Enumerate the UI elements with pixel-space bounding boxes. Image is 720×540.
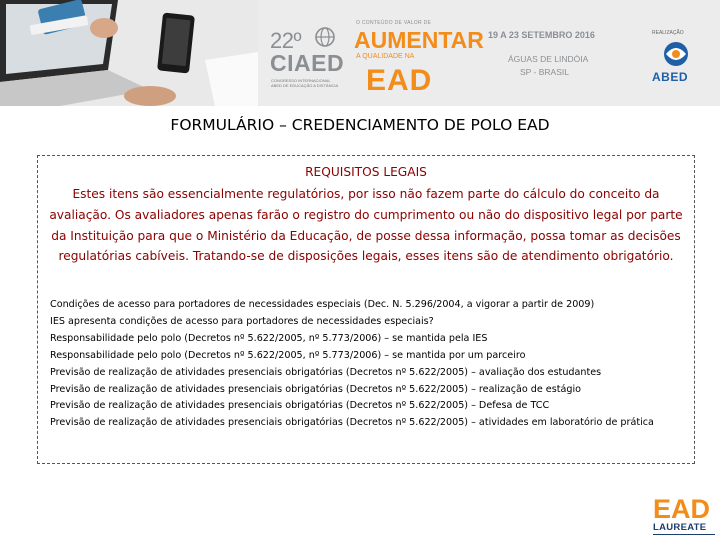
theme-tagline: O CONTEÚDO DE VALOR DE (356, 20, 432, 26)
list-item: Condições de acesso para portadores de necessidades especiais (Dec. N. 5.296/2004, a vigorar a partir de 2009) (50, 299, 595, 310)
event-info (488, 30, 618, 77)
event-banner (0, 0, 720, 106)
event-location-city: ÁGUAS DE LINDÓIA (508, 54, 589, 64)
list-item: Responsabilidade pelo polo (Decretos nº 5.622/2005, nº 5.773/2006) – se mantida pela IES (50, 332, 488, 344)
theme-qualidade: A QUALIDADE NA (356, 53, 415, 60)
requisitos-description: Estes itens são essencialmente regulatórios, por isso não fazem parte do cálculo do conceito da avaliação. Os avaliadores apenas farão o registro do cumprimento ou não do dispositivo legal por parte da Instituição para que o Ministério da Educação, de posse dessa informação, possa tomar as decisões regulatórias cabíveis. Tratando-se de disposições legais, esses itens são de atendimento obrigatório. (49, 187, 683, 264)
requisitos-heading: REQUISITOS LEGAIS (305, 165, 427, 179)
theme-ead: EAD (366, 64, 433, 97)
ciaed-logo (270, 26, 345, 98)
requisitos-list (50, 297, 690, 432)
list-item: Previsão de realização de atividades presenciais obrigatórias (Decretos nº 5.622/2005) – Defesa de TCC (50, 400, 550, 412)
theme-aumentar: AUMENTAR (354, 27, 484, 53)
list-item: Responsabilidade pelo polo (Decretos nº 5.622/2005, nº 5.773/2006) – se mantida por um parceiro (50, 349, 526, 361)
list-item: IES apresenta condições de acesso para portadores de necessidades especiais? (50, 315, 434, 327)
list-item: Previsão de realização de atividades presenciais obrigatórias (Decretos nº 5.622/2005) – realização de estágio (50, 383, 581, 395)
list-item: Previsão de realização de atividades presenciais obrigatórias (Decretos nº 5.622/2005) – avaliação dos estudantes (50, 366, 602, 378)
ciaed-name: CIAED (270, 50, 345, 76)
footer-logo-underline (653, 534, 715, 535)
event-location-state: SP - BRASIL (520, 67, 569, 77)
laptop-photo-image (0, 0, 258, 106)
list-item: Previsão de realização de atividades presenciais obrigatórias (Decretos nº 5.622/2005) – atividades em laboratório de prática (50, 417, 654, 429)
abed-name: ABED (652, 70, 689, 84)
realizacao-label: REALIZAÇÃO (652, 30, 684, 36)
event-theme (354, 20, 484, 98)
ead-laureate-logo (651, 494, 717, 538)
event-dates: 19 A 23 SETEMBRO 2016 (488, 30, 595, 40)
ciaed-edition-number: 22º (270, 28, 302, 53)
globe-icon (314, 26, 336, 48)
abed-logo-icon (654, 40, 698, 68)
footer-laureate-text: LAUREATE (653, 522, 707, 533)
ciaed-subtitle: CONGRESSO INTERNACIONAL ABED DE EDUCAÇÃO A DISTÂNCIA (271, 78, 339, 88)
requisitos-box (37, 155, 695, 464)
footer-ead-text: EAD (653, 494, 711, 524)
page-title: FORMULÁRIO – CREDENCIAMENTO DE POLO EAD (170, 116, 550, 134)
